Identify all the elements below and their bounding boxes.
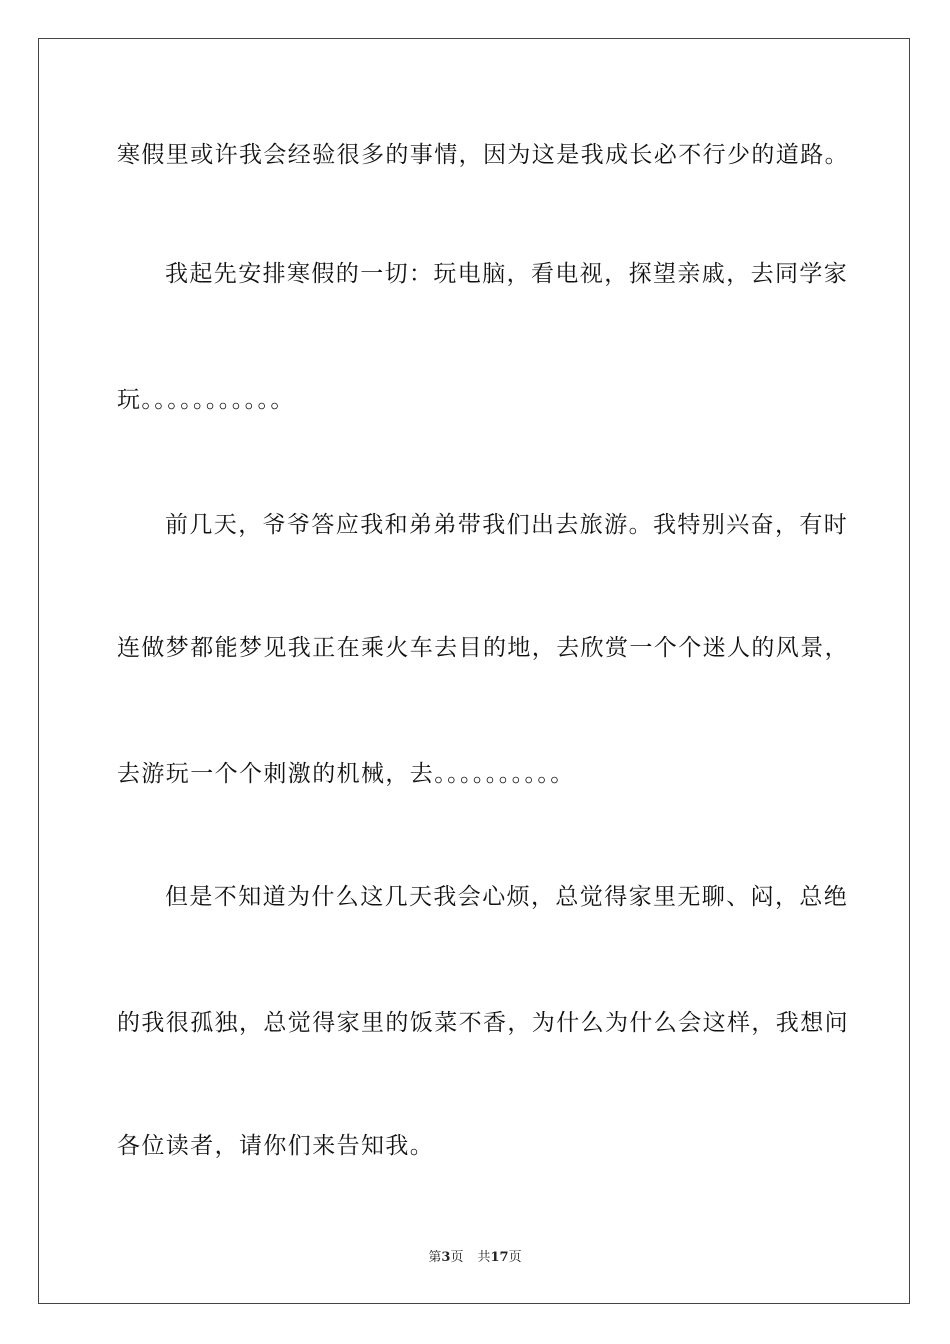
text-line-8: 的我很孤独，总觉得家里的饭菜不香，为什么为什么会这样，我想问 bbox=[117, 1010, 849, 1036]
page-label-suffix: 页 bbox=[450, 1250, 464, 1265]
text-line-3: 玩。。。。。。。。。。。 bbox=[117, 387, 295, 413]
page-border bbox=[38, 38, 910, 1304]
page-label-prefix: 第 bbox=[428, 1250, 442, 1265]
page-number: 3 bbox=[441, 1250, 451, 1265]
text-line-7: 但是不知道为什么这几天我会心烦，总觉得家里无聊、闷，总绝 bbox=[165, 884, 849, 910]
text-line-6: 去游玩一个个刺激的机械，去。。。。。。。。。。 bbox=[117, 761, 575, 787]
text-line-5: 连做梦都能梦见我正在乘火车去目的地，去欣赏一个个迷人的风景， bbox=[117, 635, 849, 661]
text-line-2: 我起先安排寒假的一切：玩电脑，看电视，探望亲戚，去同学家 bbox=[165, 261, 849, 287]
total-label-prefix: 共 bbox=[477, 1250, 491, 1265]
total-label-suffix: 页 bbox=[508, 1250, 522, 1265]
text-line-9: 各位读者，请你们来告知我。 bbox=[117, 1133, 435, 1159]
page-footer bbox=[0, 1246, 950, 1265]
text-line-1: 寒假里或许我会经验很多的事情，因为这是我成长必不行少的道路。 bbox=[117, 142, 849, 168]
text-line-4: 前几天，爷爷答应我和弟弟带我们出去旅游。我特别兴奋，有时 bbox=[165, 512, 849, 538]
total-pages: 17 bbox=[490, 1250, 509, 1265]
